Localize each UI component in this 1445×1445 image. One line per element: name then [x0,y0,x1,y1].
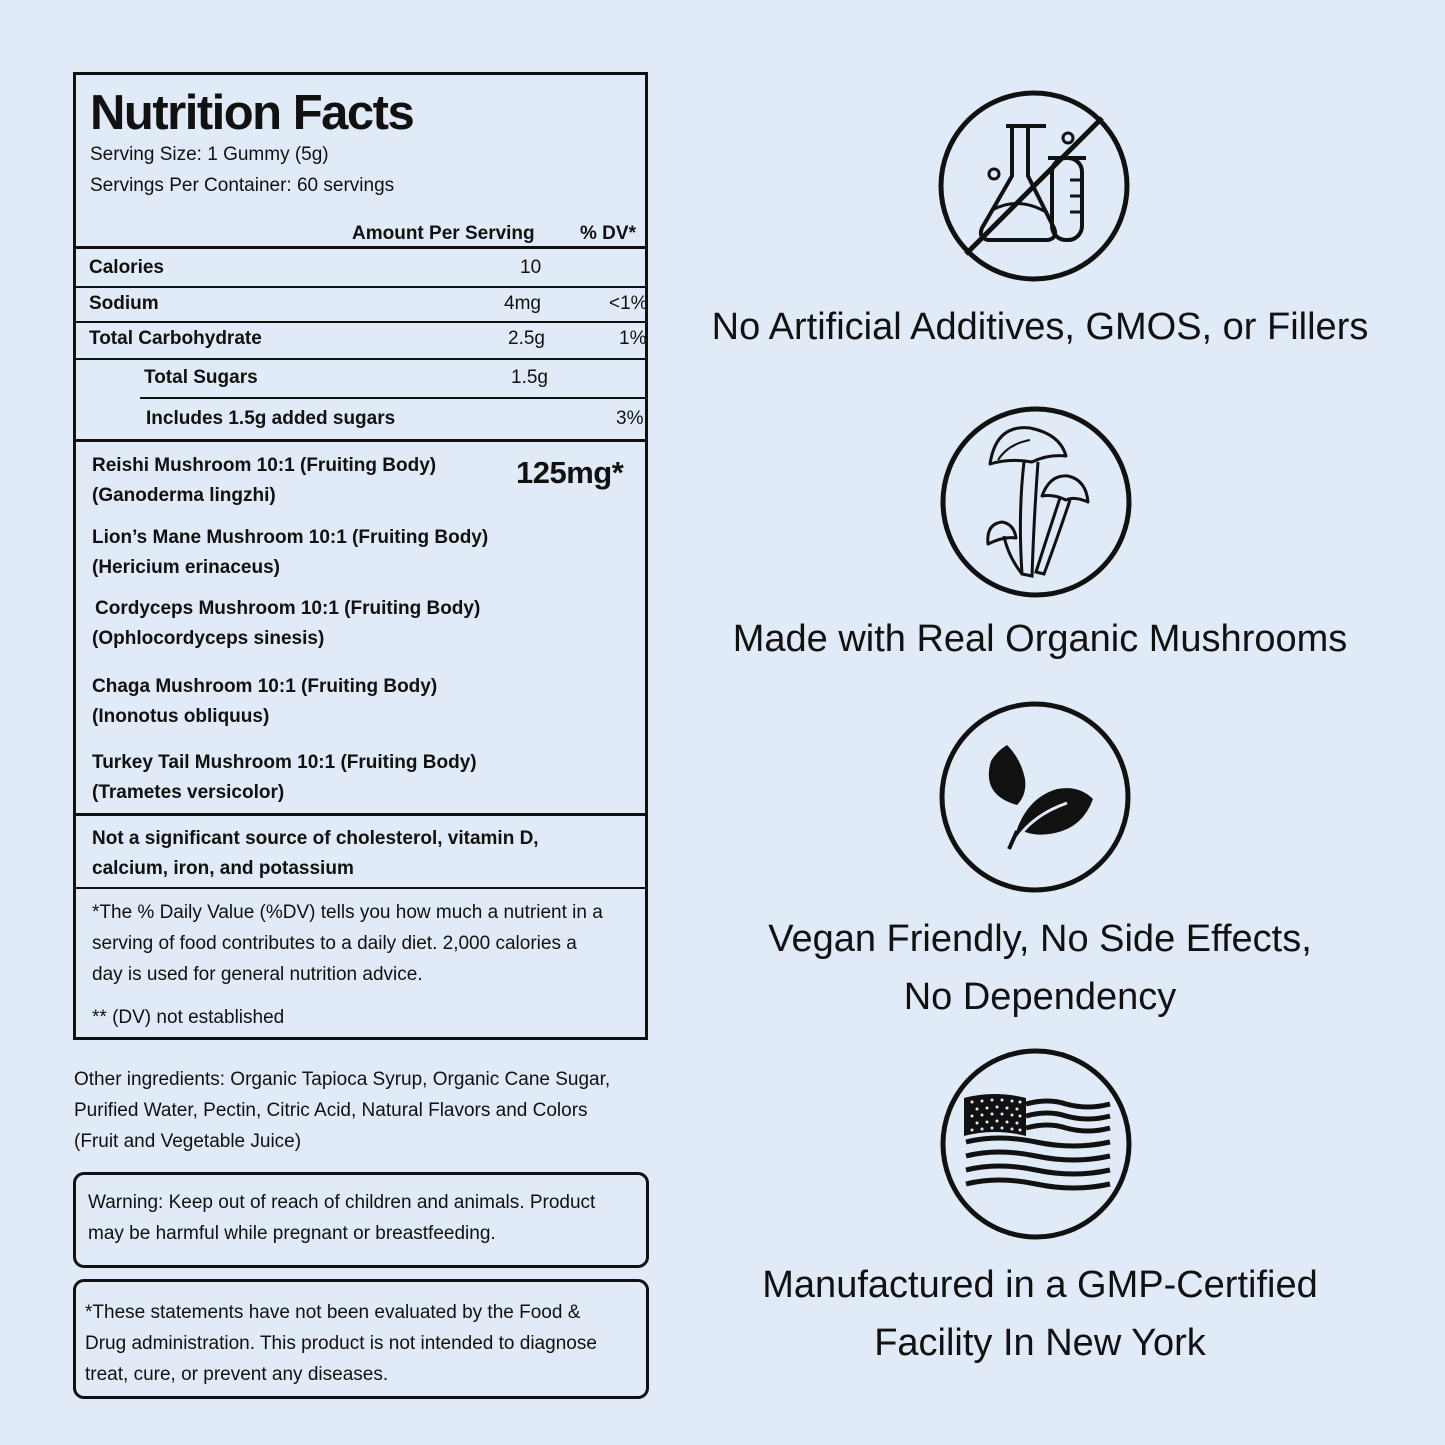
dv-header: % DV* [580,223,636,244]
divider [76,813,645,816]
divider [76,887,645,889]
serving-size: Serving Size: 1 Gummy (5g) [90,144,329,165]
servings-per-container: Servings Per Container: 60 servings [90,175,395,196]
nutrition-facts-title: Nutrition Facts [90,86,414,140]
row-amount-sodium: 4mg [504,293,541,314]
divider [76,358,645,360]
leaf-icon [937,699,1133,895]
divider [76,439,645,442]
not-significant-source-note: Not a significant source of cholesterol, vitamin D, calcium, iron, and potassium [92,828,539,879]
ingredient-chaga: Chaga Mushroom 10:1 (Fruiting Body) (Inonotus obliquus) [92,676,438,727]
row-name-carbohydrate: Total Carbohydrate [89,328,262,349]
row-name-added-sugars: Includes 1.5g added sugars [146,408,396,429]
mushroom-icon [938,404,1134,600]
divider [76,246,645,249]
ingredient-turkey-tail: Turkey Tail Mushroom 10:1 (Fruiting Body) (Trametes versicolor) [92,752,477,803]
ingredient-cordyceps: Cordyceps Mushroom 10:1 (Fruiting Body) (Ophlocordyceps sinesis) [92,598,481,649]
row-dv-sodium: <1% [609,293,648,314]
row-name-total-sugars: Total Sugars [144,367,258,388]
row-name-sodium: Sodium [89,293,159,314]
blend-amount: 125mg* [516,455,624,490]
nutrition-facts-panel [73,72,648,1040]
row-amount-total-sugars: 1.5g [511,367,548,388]
other-ingredients: Other ingredients: Organic Tapioca Syrup, Organic Cane Sugar, Purified Water, Pectin, Citric Acid, Natural Flavors and Colors (Fruit and Vegetable Juice) [74,1069,611,1152]
fda-disclaimer-box: *These statements have not been evaluated by the Food & Drug administration. This product is not intended to diagnose treat, cure, or prevent any diseases. [73,1279,649,1399]
row-amount-carbohydrate: 2.5g [508,328,545,349]
feature-gmp-certified: Manufactured in a GMP-Certified Facility In New York [762,1264,1318,1364]
feature-vegan-friendly: Vegan Friendly, No Side Effects, No Dependency [768,918,1312,1018]
us-flag-icon [938,1046,1134,1242]
no-chemicals-icon [936,88,1132,284]
dv-not-established: ** (DV) not established [92,1007,285,1028]
row-name-calories: Calories [89,257,164,278]
feature-no-additives: No Artificial Additives, GMOS, or Fillers [711,306,1369,348]
divider [140,397,645,399]
warning-box: Warning: Keep out of reach of children and animals. Product may be harmful while pregnant or breastfeeding. [73,1172,649,1268]
amount-per-serving-header: Amount Per Serving [352,223,535,244]
divider [76,321,645,323]
divider [76,286,645,288]
row-amount-calories: 10 [520,257,542,278]
ingredient-lions-mane: Lion’s Mane Mushroom 10:1 (Fruiting Body) (Hericium erinaceus) [92,527,489,578]
feature-real-mushrooms: Made with Real Organic Mushrooms [732,618,1348,660]
row-dv-added-sugars: 3% [616,408,644,429]
ingredient-reishi: Reishi Mushroom 10:1 (Fruiting Body) (Ganoderma lingzhi) [92,455,437,506]
row-dv-carbohydrate: 1% [619,328,647,349]
daily-value-note: *The % Daily Value (%DV) tells you how much a nutrient in a serving of food contributes to a daily diet. 2,000 calories a day is used for general nutrition advice. [92,902,603,985]
